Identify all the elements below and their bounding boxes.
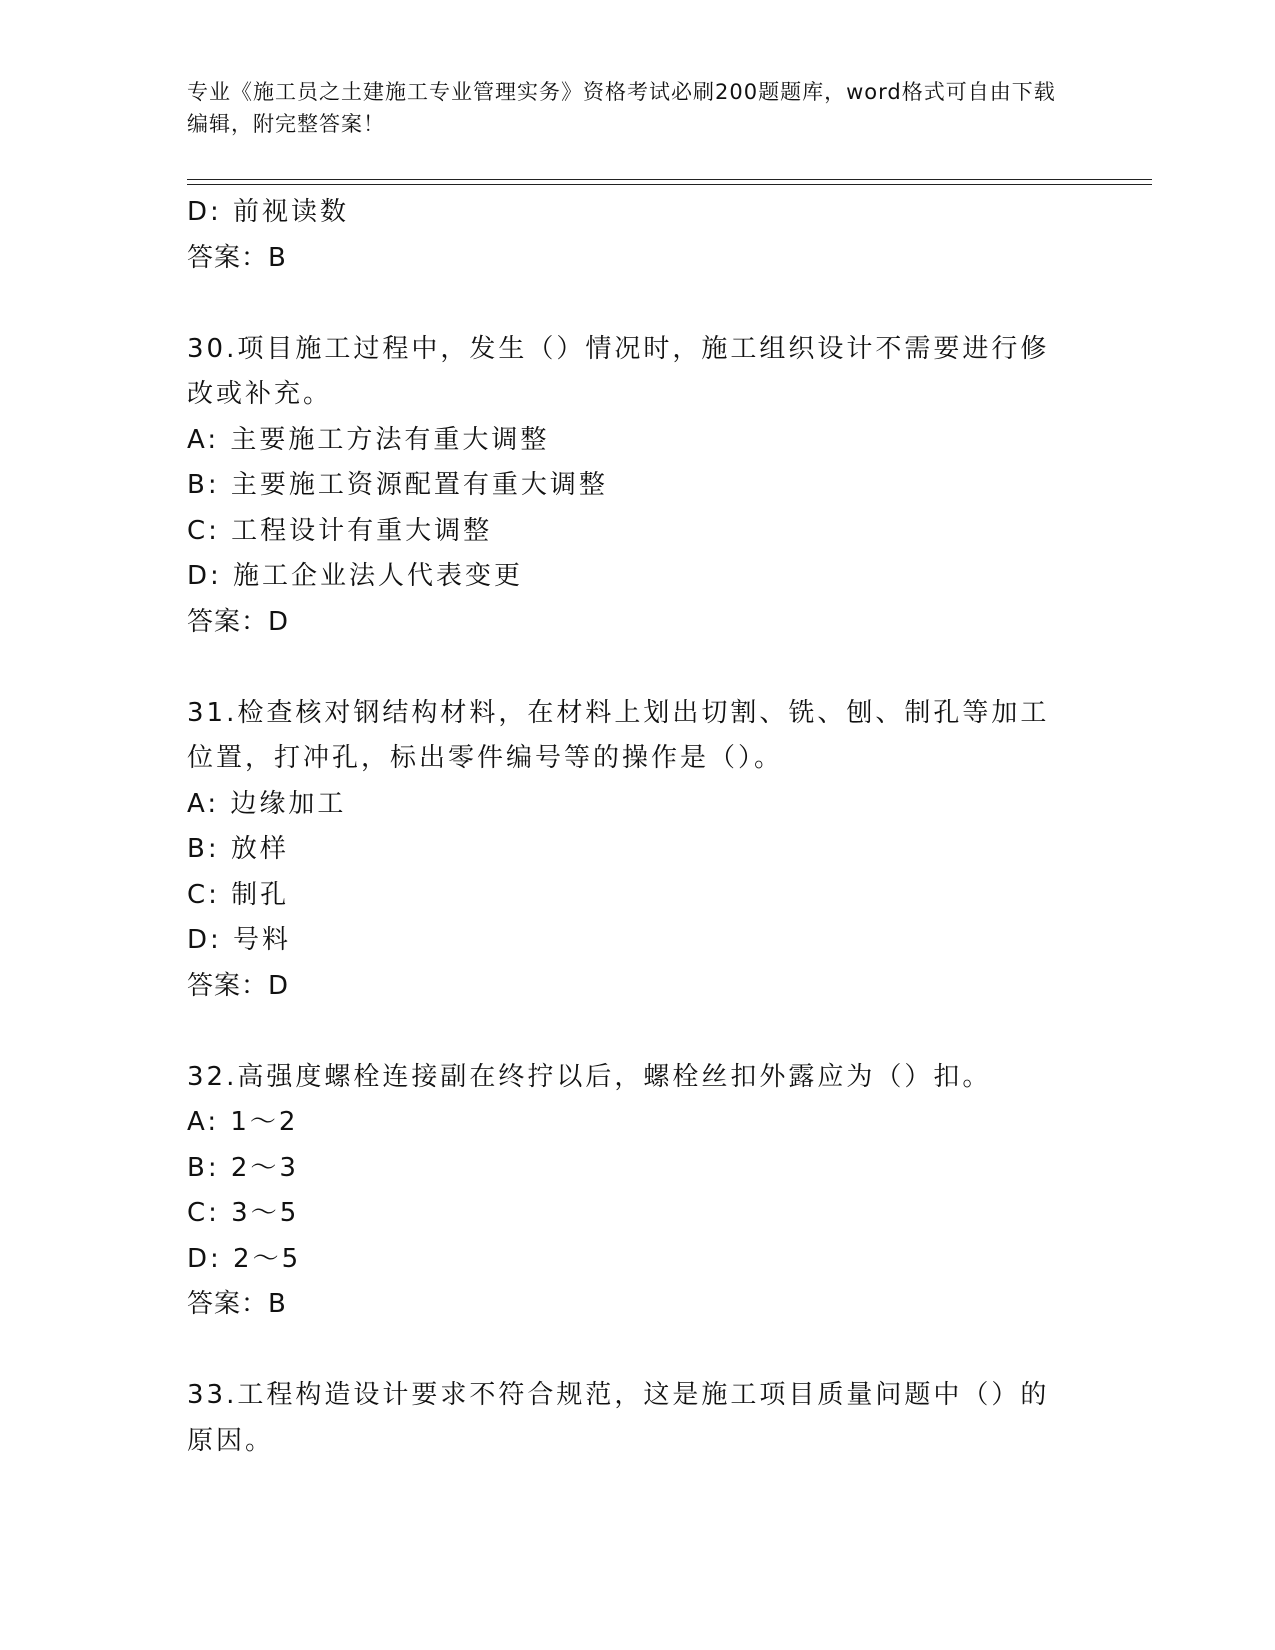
option-d: D: 施工企业法人代表变更 (187, 561, 524, 591)
question-31 (187, 691, 1087, 1010)
question-32 (187, 1055, 1087, 1328)
answer: 答案：B (187, 242, 287, 273)
answer: 答案：B (187, 1289, 287, 1319)
option-d: D: 前视读数 (187, 197, 350, 227)
question-text: 30.项目施工过程中，发生（）情况时，施工组织设计不需要进行修改或补充。 (187, 333, 1050, 409)
option-a: A: 1～2 (187, 1107, 299, 1137)
option-c: C: 制孔 (187, 879, 290, 910)
option-a: A: 主要施工方法有重大调整 (187, 424, 550, 455)
question-30 (187, 327, 1087, 646)
option-d: D: 号料 (187, 925, 292, 955)
option-a: A: 边缘加工 (187, 788, 347, 819)
spacer (187, 281, 1087, 327)
answer: 答案：D (187, 970, 290, 1001)
previous-question-tail (187, 190, 1087, 281)
question-text: 32.高强度螺栓连接副在终拧以后，螺栓丝扣外露应为（）扣。 (187, 1061, 992, 1092)
question-list (187, 190, 1087, 1464)
question-text: 33.工程构造设计要求不符合规范，这是施工项目质量问题中（）的原因。 (187, 1380, 1050, 1456)
question-33 (187, 1373, 1087, 1464)
page-header: 专业《施工员之土建施工专业管理实务》资格考试必刷200题题库，word格式可自由下载编辑，附完整答案！ (187, 80, 1056, 136)
answer: 答案：D (187, 606, 290, 637)
header-divider-line-double (187, 184, 1152, 185)
option-c: C: 工程设计有重大调整 (187, 515, 493, 546)
spacer (187, 1328, 1087, 1374)
option-b: B: 主要施工资源配置有重大调整 (187, 470, 608, 500)
header-divider-line (187, 179, 1152, 180)
option-b: B: 2～3 (187, 1152, 299, 1183)
spacer (187, 1009, 1087, 1055)
question-text: 31.检查核对钢结构材料，在材料上划出切割、铣、刨、制孔等加工位置，打冲孔，标出零件编号等的操作是（）。 (187, 697, 1050, 773)
option-d: D: 2～5 (187, 1243, 302, 1274)
option-b: B: 放样 (187, 834, 289, 864)
spacer (187, 645, 1087, 691)
option-c: C: 3～5 (187, 1198, 300, 1228)
